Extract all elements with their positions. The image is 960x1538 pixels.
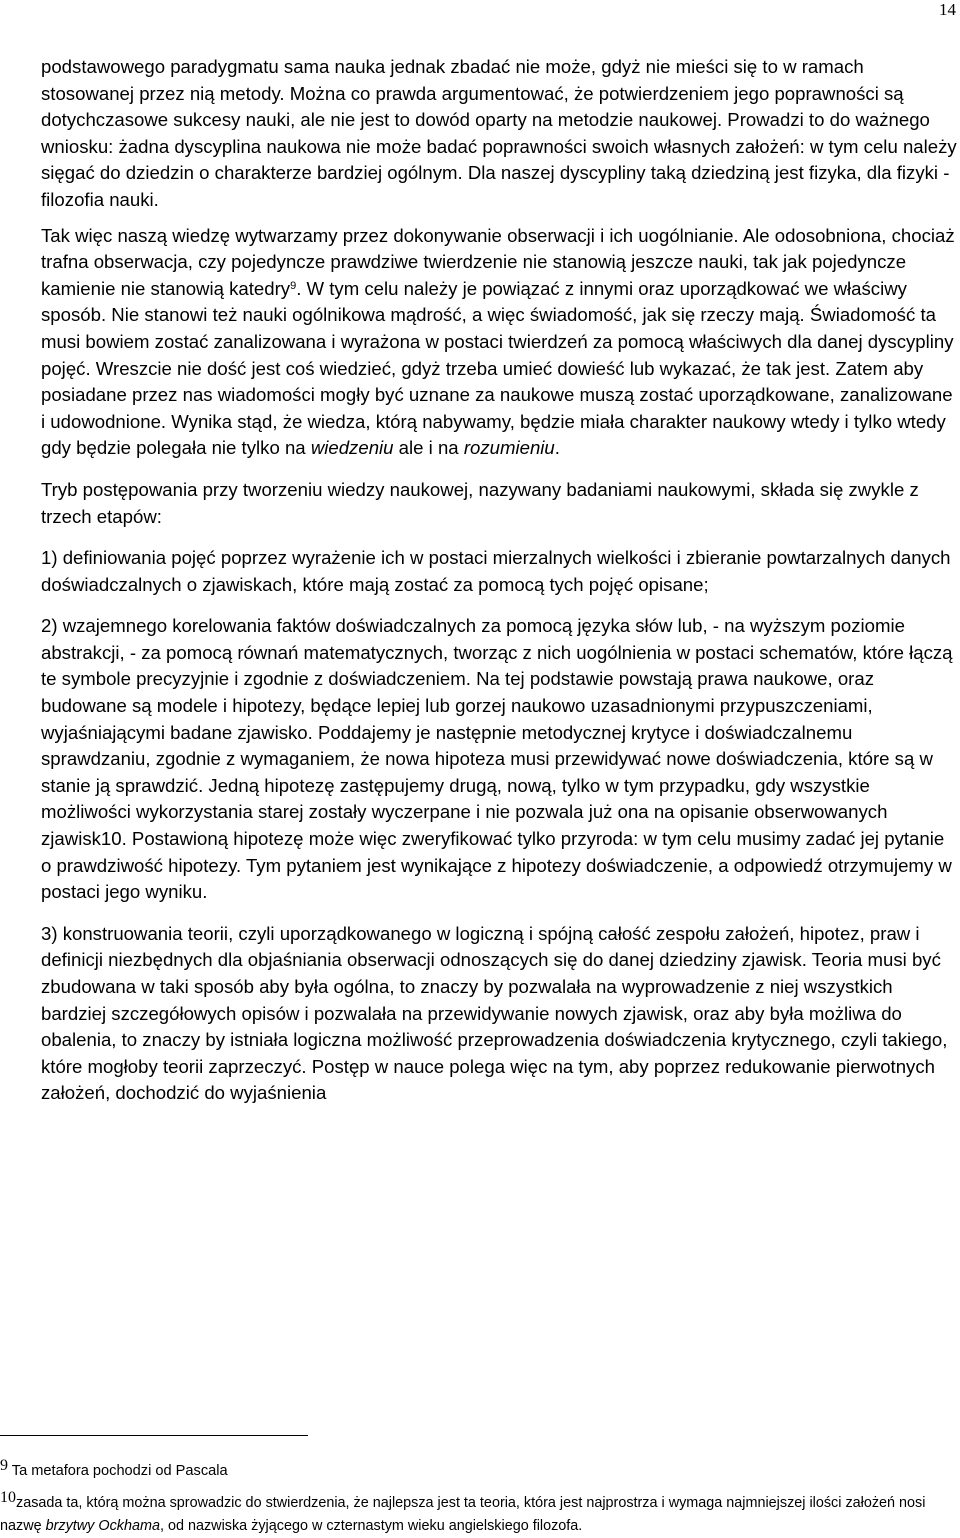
emphasis-text: brzytwy Ockhama	[45, 1518, 160, 1534]
paragraph-text: . W tym celu należy je powiązać z innymi oraz uporządkować we właściwy sposób. Nie stanowi też nauki ogólnikowa mądrość, a więc świadomość, jak się rzeczy mają. Świadomość ta musi bowiem zostać zanalizowana i wyrażona w postaci twierdzeń za pomocą właściwych dla danej dyscypliny pojęć. Wreszcie nie dość jest coś wiedzieć, gdyż trzeba umieć dowieść lub wykazać, że tak jest. Zatem aby posiadane przez nas wiadomości mogły być uznane za naukowe muszą zostać uporządkowane, zanalizowane i udowodnione. Wynika stąd, że wiedza, którą nabywamy, będzie miała charakter naukowy wtedy i tylko wtedy gdy będzie polegała nie tylko na	[41, 277, 954, 459]
list-item-1	[41, 545, 959, 598]
list-item-text: 2) wzajemnego korelowania faktów doświadczalnych za pomocą języka słów lub, - na wyższym poziomie abstrakcji, - za pomocą równań matematycznych, tworząc z nich uogólnienia w postaci schematów, które łączą te symbole precyzyjnie i zgodnie z doświadczeniem. Na tej podstawie powstają prawa naukowe, oraz budowane są modele i hipotezy, będące lepiej lub gorzej naukowo uzasadnionymi przypuszczeniami, wyjaśniającymi badane zjawisko. Poddajemy je następnie metodycznej krytyce i doświadczalnemu sprawdzaniu, zgodnie z wymaganiem, że nowa hipoteza musi przewidywać nowe doświadczenia, które są w stanie ją sprawdzić. Jedną hipotezę zastępujemy drugą, nową, tylko w tym przypadku, gdy wszystkie możliwości wykorzystania starej zostały wyczerpane i nie pozwala już ona na opisanie obserwowanych zjawisk10. Postawioną hipotezę może więc zweryfikować tylko przyroda: w tym celu musimy zadać jej pytanie o prawdziwość hipotezy. Tym pytaniem jest wynikające z hipotezy doświadczenie, a odpowiedź otrzymujemy w postaci jego wyniku.	[41, 615, 953, 903]
footnote-10	[0, 1489, 960, 1538]
footnote-text: Ta metafora pochodzi od Pascala	[11, 1463, 228, 1479]
list-item-text: 3) konstruowania teorii, czyli uporządkowanego w logiczną i spójną całość zespołu założeń, hipotez, praw i definicji niezbędnych dla objaśniania obserwacji odnoszących się do danej dziedziny zjawisk. Teoria musi być zbudowana w taki sposób aby była ogólna, to znaczy by pozwalała na wyprowadzenie z niej wszystkich bardziej szczegółowych opisów i pozwalała na przewidywanie nowych zjawisk, oraz aby była możliwa do obalenia, to znaczy by istniała logiczna możliwość przeprowadzenia doświadczenia krytycznego, czyli takiego, które mogłoby teorii zaprzeczyć. Postęp w nauce polega więc na tym, aby poprzez redukowanie pierwotnych założeń, dochodzić do wyjaśnienia	[41, 922, 948, 1104]
paragraph-1	[41, 54, 959, 214]
footnote-mark: 9	[0, 1457, 8, 1474]
paragraph-text: podstawowego paradygmatu sama nauka jednak zbadać nie może, gdyż nie mieści się to w ramach stosowanej przez nią metody. Można co prawda argumentować, że potwierdzeniem jego poprawności są dotychczasowe sukcesy nauki, ale nie jest to dowód oparty na metodzie naukowej. Prowadzi to do ważnego wniosku: żadna dyscyplina naukowa nie może badać poprawności swoich własnych założeń: w tym celu należy sięgać do dziedzin o charakterze bardziej ogólnym. Dla naszej dyscypliny taką dziedziną jest fizyka, dla fizyki - filozofia nauki.	[41, 56, 957, 210]
emphasis-text: wiedzeniu	[310, 437, 394, 459]
paragraph-2	[41, 223, 959, 462]
footnote-9	[0, 1457, 228, 1480]
footnote-text: , od nazwiska żyjącego w czternastym wieku angielskiego filozofa.	[159, 1518, 583, 1534]
footnote-reference: 9	[290, 279, 297, 292]
paragraph-text: Tryb postępowania przy tworzeniu wiedzy naukowej, nazywany badaniami naukowymi, składa się zwykle z trzech etapów:	[41, 478, 919, 527]
paragraph-3	[41, 477, 959, 530]
paragraph-text: .	[554, 437, 560, 459]
list-item-text: 1) definiowania pojęć poprzez wyrażenie ich w postaci mierzalnych wielkości i zbieranie powtarzalnych danych doświadczalnych o zjawiskach, które mają zostać za pomocą tych pojęć opisane;	[41, 547, 951, 595]
list-item-3	[41, 921, 959, 1107]
emphasis-text: rozumieniu	[463, 437, 555, 459]
list-item-2	[41, 613, 959, 906]
footnote-separator	[0, 1435, 308, 1436]
footnote-text: zasada ta, którą można sprowadzic do stwierdzenia, że najlepsza jest ta teoria, która jest najprostrza i wymaga najmniejszej ilości założeń nosi nazwę	[0, 1495, 926, 1534]
paragraph-text: ale i na	[393, 437, 464, 459]
footnote-mark: 10	[0, 1489, 16, 1506]
body-text	[41, 54, 959, 1107]
paragraph-text: Tak więc naszą wiedzę wytwarzamy przez dokonywanie obserwacji i ich uogólnianie. Ale odosobniona, chociaż trafna obserwacja, czy pojedyncze prawdziwe twierdzenie nie stanowią jeszcze nauki, tak jak pojedyncze kamienie nie stanowią katedry	[41, 224, 955, 299]
page-number: 14	[939, 0, 956, 19]
